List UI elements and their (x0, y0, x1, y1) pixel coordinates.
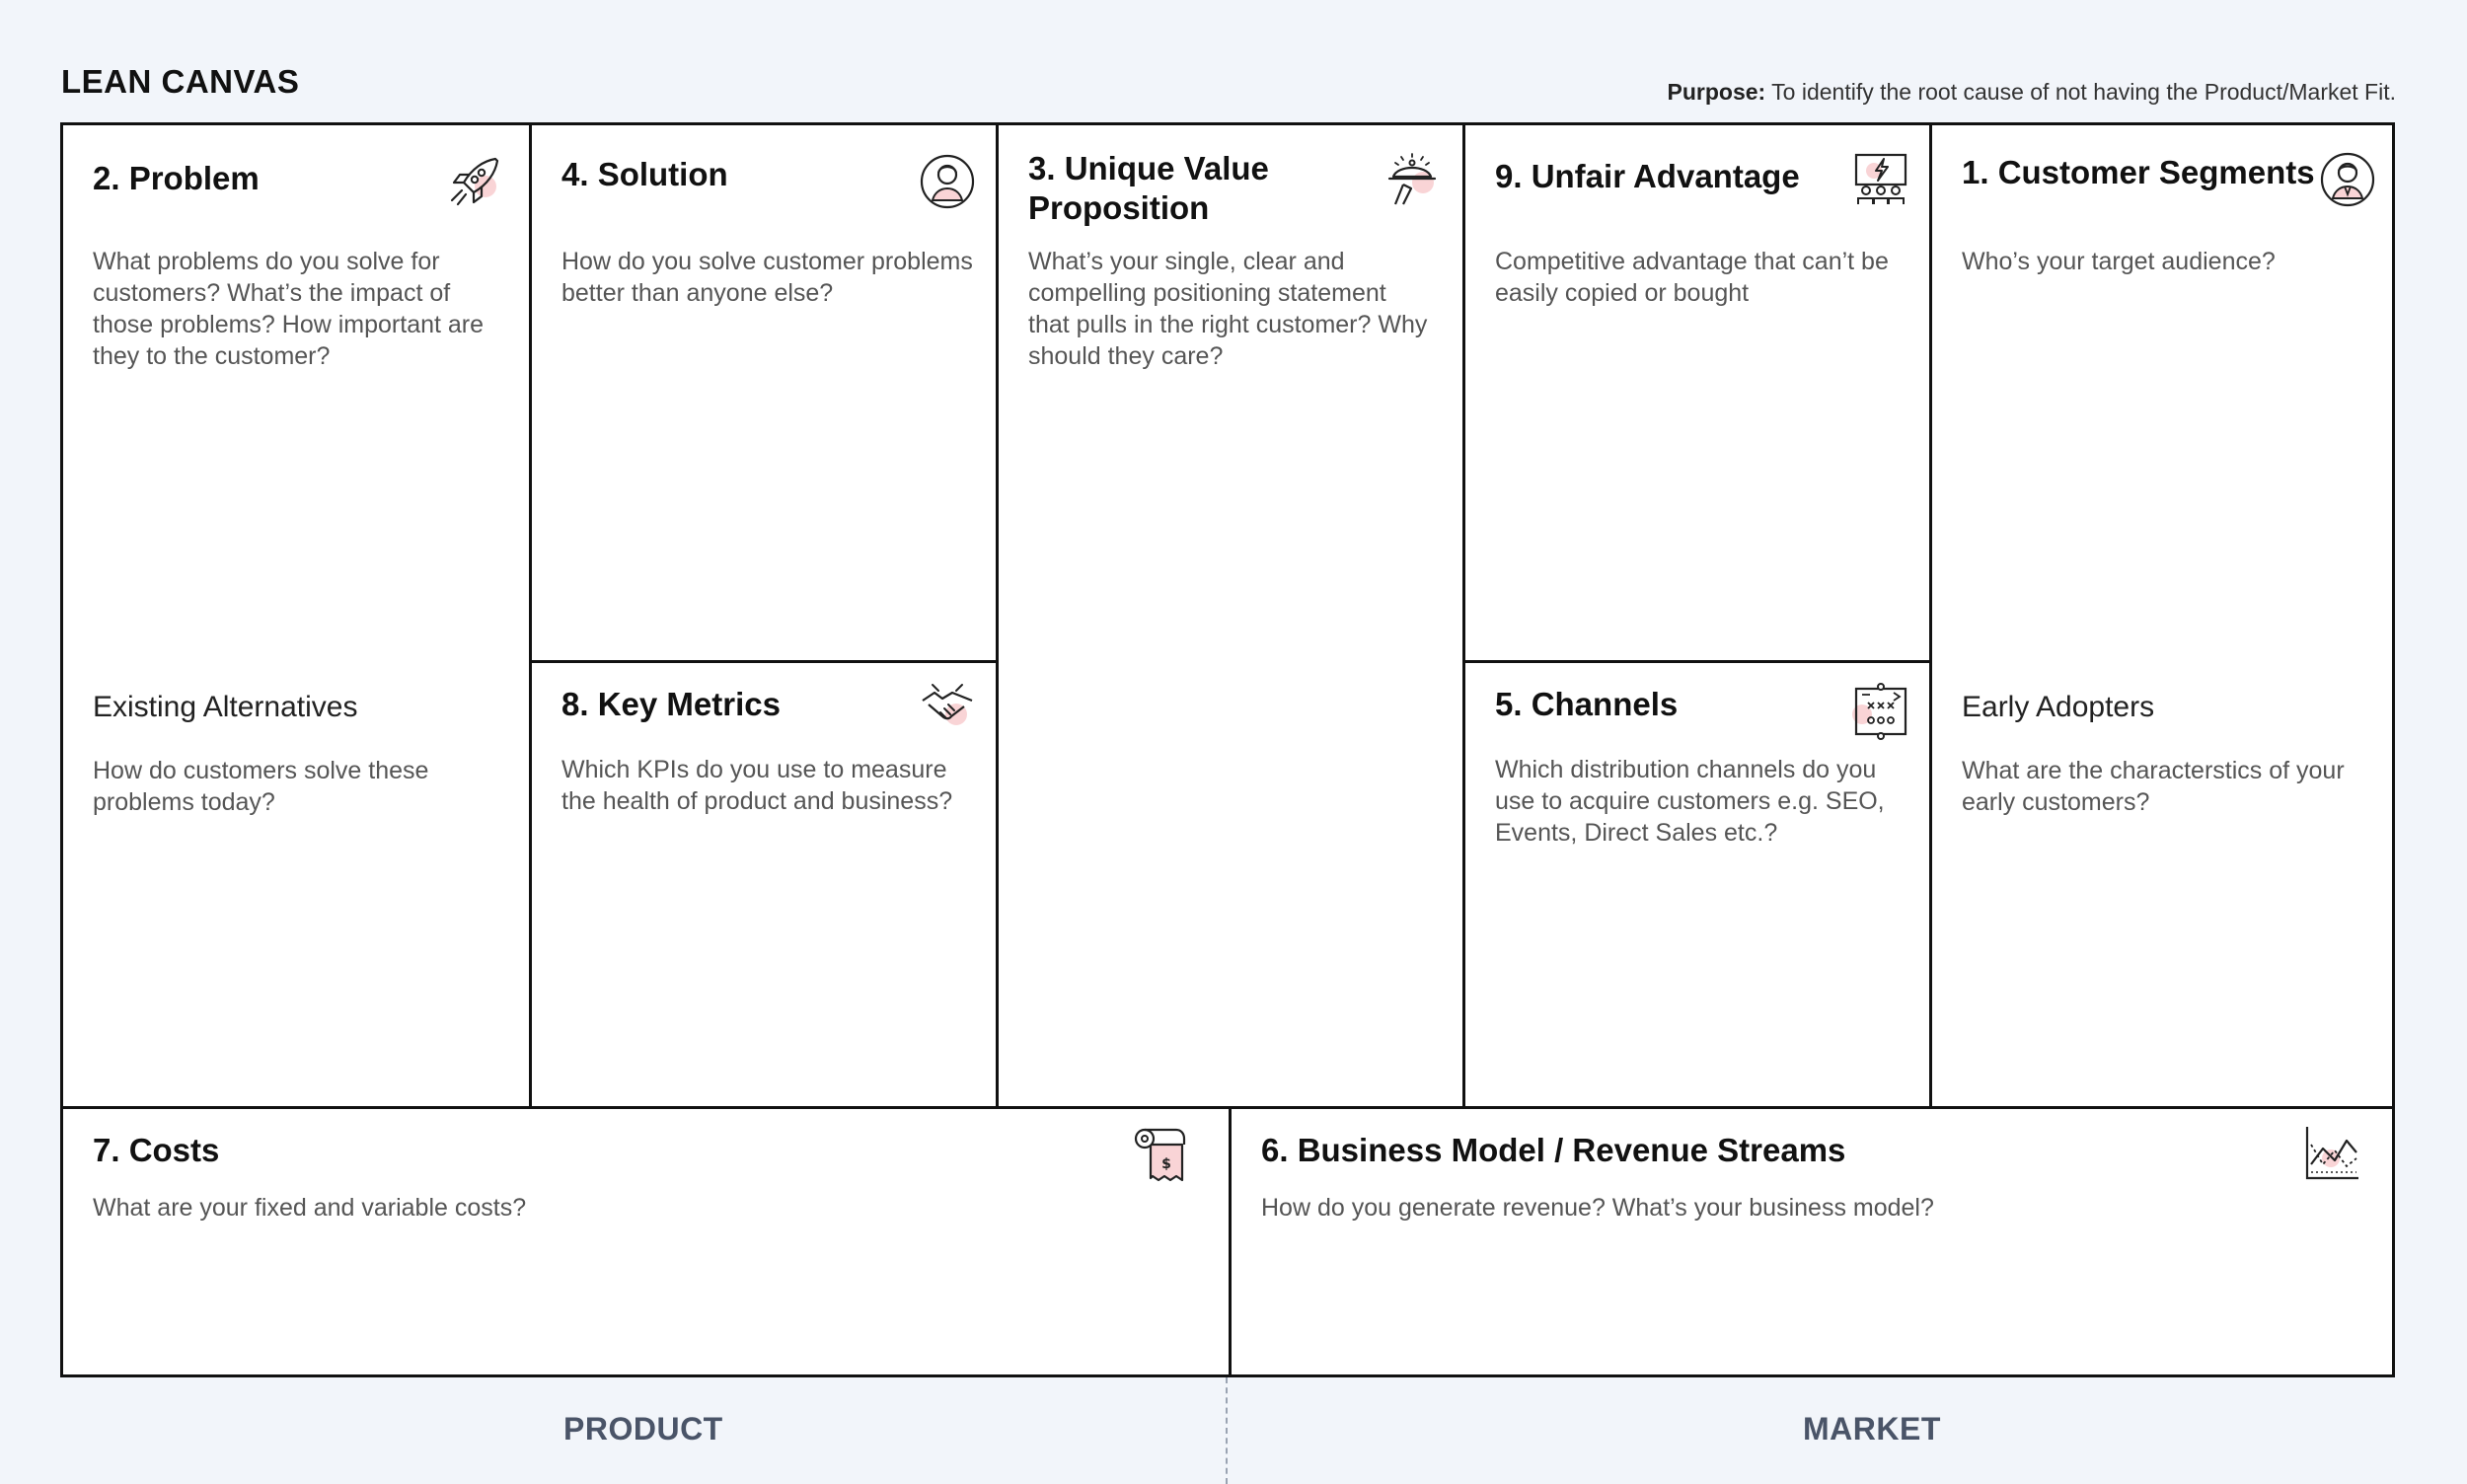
customer-segments-title: 1. Customer Segments (1962, 154, 2315, 190)
cell-unique-value-proposition[interactable] (999, 125, 1462, 1106)
line-chart-icon (2303, 1125, 2360, 1182)
costs-description: What are your fixed and variable costs? (93, 1194, 527, 1222)
product-axis-label: PRODUCT (563, 1411, 723, 1447)
problem-description: What problems do you solve for customers? What’s the impact of those problems? How important are they to the customer? (93, 248, 485, 370)
customer-icon (2319, 151, 2376, 208)
existing-alternatives-description: How do customers solve these problems today? (93, 757, 429, 816)
cell-solution[interactable] (532, 125, 996, 660)
existing-alternatives-title: Existing Alternatives (93, 691, 358, 723)
market-axis-label: MARKET (1803, 1411, 1941, 1447)
key-metrics-title: 8. Key Metrics (561, 686, 781, 722)
solution-description: How do you solve customer problems better than anyone else? (561, 248, 973, 307)
serving-tray-icon (1383, 153, 1441, 210)
unfair-advantage-description: Competitive advantage that can’t be easily copied or bought (1495, 248, 1889, 307)
person-icon (919, 153, 976, 210)
cell-unfair-advantage[interactable] (1465, 125, 1929, 660)
channels-title: 5. Channels (1495, 686, 1679, 722)
cell-costs[interactable] (63, 1109, 1229, 1374)
early-adopters-title: Early Adopters (1962, 691, 2155, 723)
unfair-advantage-title: 9. Unfair Advantage (1495, 158, 1800, 194)
uvp-description: What’s your single, clear and compelling positioning statement that pulls in the right customer? Why should they care? (1028, 248, 1428, 370)
page-title: LEAN CANVAS (61, 63, 300, 100)
channels-description: Which distribution channels do you use to acquire customers e.g. SEO, Events, Direct Sales etc.? (1495, 756, 1885, 847)
purpose-text: To identify the root cause of not having the Product/Market Fit. (1765, 79, 2396, 105)
uvp-title: 3. Unique Value Proposition (1028, 150, 1269, 226)
customer-segments-description: Who’s your target audience? (1962, 248, 2276, 275)
handshake-icon (919, 679, 976, 736)
cell-channels[interactable] (1465, 663, 1929, 1106)
revenue-description: How do you generate revenue? What’s your business model? (1261, 1194, 1934, 1222)
key-metrics-description: Which KPIs do you use to measure the health of product and business? (561, 756, 953, 815)
cell-revenue-streams[interactable] (1232, 1109, 2392, 1374)
presentation-icon (1852, 151, 1909, 208)
product-market-divider (1226, 1377, 1228, 1484)
svg-text:$: $ (1161, 1156, 1171, 1172)
cell-customer-segments[interactable] (1932, 125, 2392, 1106)
receipt-roll-icon (1133, 1127, 1190, 1184)
problem-title: 2. Problem (93, 160, 260, 196)
solution-title: 4. Solution (561, 156, 728, 192)
purpose-statement (1668, 79, 2397, 106)
costs-title: 7. Costs (93, 1132, 220, 1168)
early-adopters-description: What are the characterstics of your early customers? (1962, 757, 2345, 816)
purpose-label: Purpose: (1667, 79, 1766, 105)
revenue-title: 6. Business Model / Revenue Streams (1261, 1132, 1846, 1168)
rocket-icon (446, 153, 503, 210)
cell-problem[interactable] (63, 125, 529, 1106)
lean-canvas-grid (60, 122, 2395, 1377)
cell-key-metrics[interactable] (532, 663, 996, 1106)
strategy-board-icon (1852, 683, 1909, 740)
